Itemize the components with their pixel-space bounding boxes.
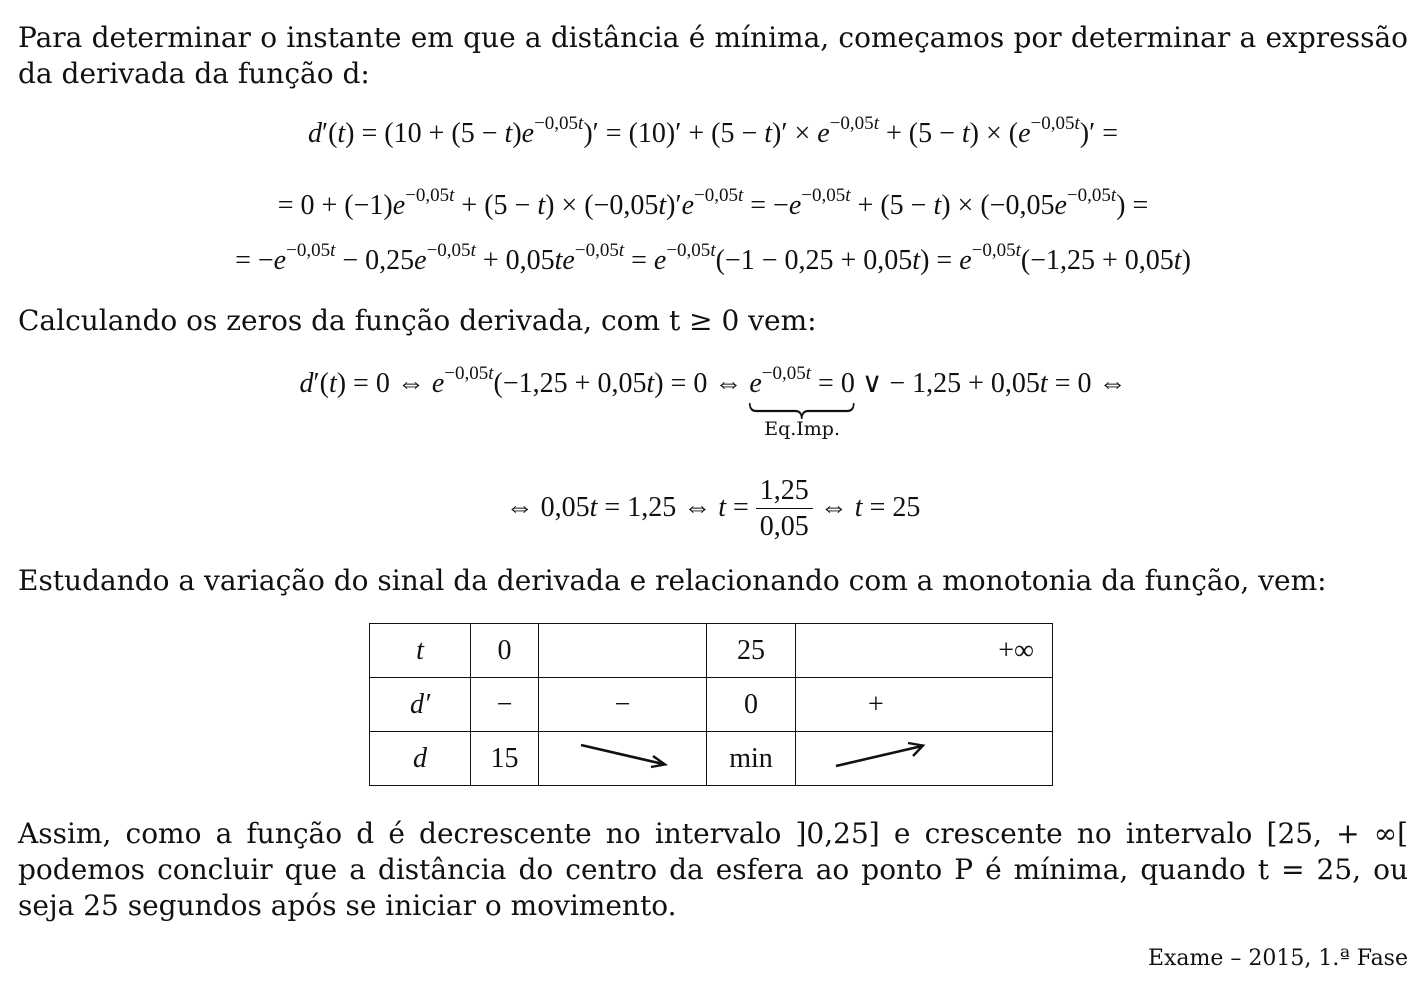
fraction — [756, 474, 813, 545]
derivative-line-1: $d'(t) = (10 + (5 - t)e^{-0,05t})' = (10)' + (5 - t)' \times e^{-0,05t} + (5 - t) \times (e^{-0,05t})'$ = — [307, 113, 1119, 149]
table-cell: 0 — [471, 624, 539, 678]
zeros-intro-text: Calculando os zeros da função derivada, com t ≥ 0 vem: — [18, 304, 817, 337]
table-cell: − — [539, 678, 707, 732]
intro-paragraph — [18, 20, 1408, 92]
sign-intro-text: Estudando a variação do sinal da derivada e relacionando com a monotonia da função, vem: — [18, 564, 1327, 597]
zeros-line-2: ⇔ 0,05t = 1,25 ⇔ t = $\frac{1,25}{0,05}$ ⇔ t = 25 — [0, 474, 1426, 545]
derivative-line-2: = $0 + (-1)e^{-0,05t} + (5 - t) \times (-0,05t)'e^{-0,05t} = -e^{-0,05t} + (5 - t) \times (-0,05e^{-0,05t})$ = — [277, 185, 1149, 221]
decreasing-arrow-icon — [573, 740, 673, 770]
table-cell: t — [370, 624, 471, 678]
increasing-arrow-icon — [832, 740, 932, 770]
table-cell: + — [796, 678, 1053, 732]
table-row-dprime — [370, 678, 1053, 732]
table-cell: 15 — [471, 732, 539, 786]
table-cell-decreasing — [539, 732, 707, 786]
variation-table — [369, 623, 1053, 786]
sign-intro — [18, 563, 1408, 599]
table-cell: 25 — [707, 624, 796, 678]
derivative-line-3: = $-e^{-0,05t} - 0,25e^{-0,05t} + 0,05te^{-0,05t} = e^{-0,05t}(-1 - 0,25 + 0,05t) = e^{-0,05t}(-1,25 + 0,05t)$ — [235, 240, 1191, 276]
brace-label: Eq.Imp. — [764, 418, 840, 440]
fraction-numerator: 1,25 — [756, 474, 813, 509]
exam-reference: Exame – 2015, 1.ª Fase — [1147, 946, 1408, 971]
zeros-line-1: d′(t) = 0 ⇔ $e^{-0,05t}(-1,25 + 0,05t) = 0$ ⇔ $e^{-0,05t} = 0$ Eq.Imp. ∨ − 1,25 + 0,05t = 0 ⇔ — [299, 363, 1127, 440]
impossible-equation-brace: $e^{-0,05t} = 0$ Eq.Imp. — [749, 363, 855, 440]
table-cell-increasing — [796, 732, 1053, 786]
table-cell: min — [707, 732, 796, 786]
table-cell: d — [370, 732, 471, 786]
table-cell — [539, 624, 707, 678]
table-cell: − — [471, 678, 539, 732]
table-cell: +∞ — [796, 624, 1053, 678]
table-cell: d′ — [370, 678, 471, 732]
table-row-d — [370, 732, 1053, 786]
conclusion-text: Assim, como a função d é decrescente no intervalo ]0,25] e crescente no intervalo [25, + ∞[ podemos concluir que a distância do centro da esfera ao ponto P é mínima, quando t = 25, ou seja 25 segundos após se iniciar o movimento. — [18, 817, 1408, 922]
conclusion-paragraph — [18, 816, 1408, 924]
table-row-t — [370, 624, 1053, 678]
fraction-denominator: 0,05 — [759, 511, 809, 542]
intro-text: Para determinar o instante em que a distância é mínima, começamos por determinar a expressão da derivada da função d: — [18, 21, 1408, 90]
table-cell: 0 — [707, 678, 796, 732]
zeros-intro — [18, 303, 1408, 339]
